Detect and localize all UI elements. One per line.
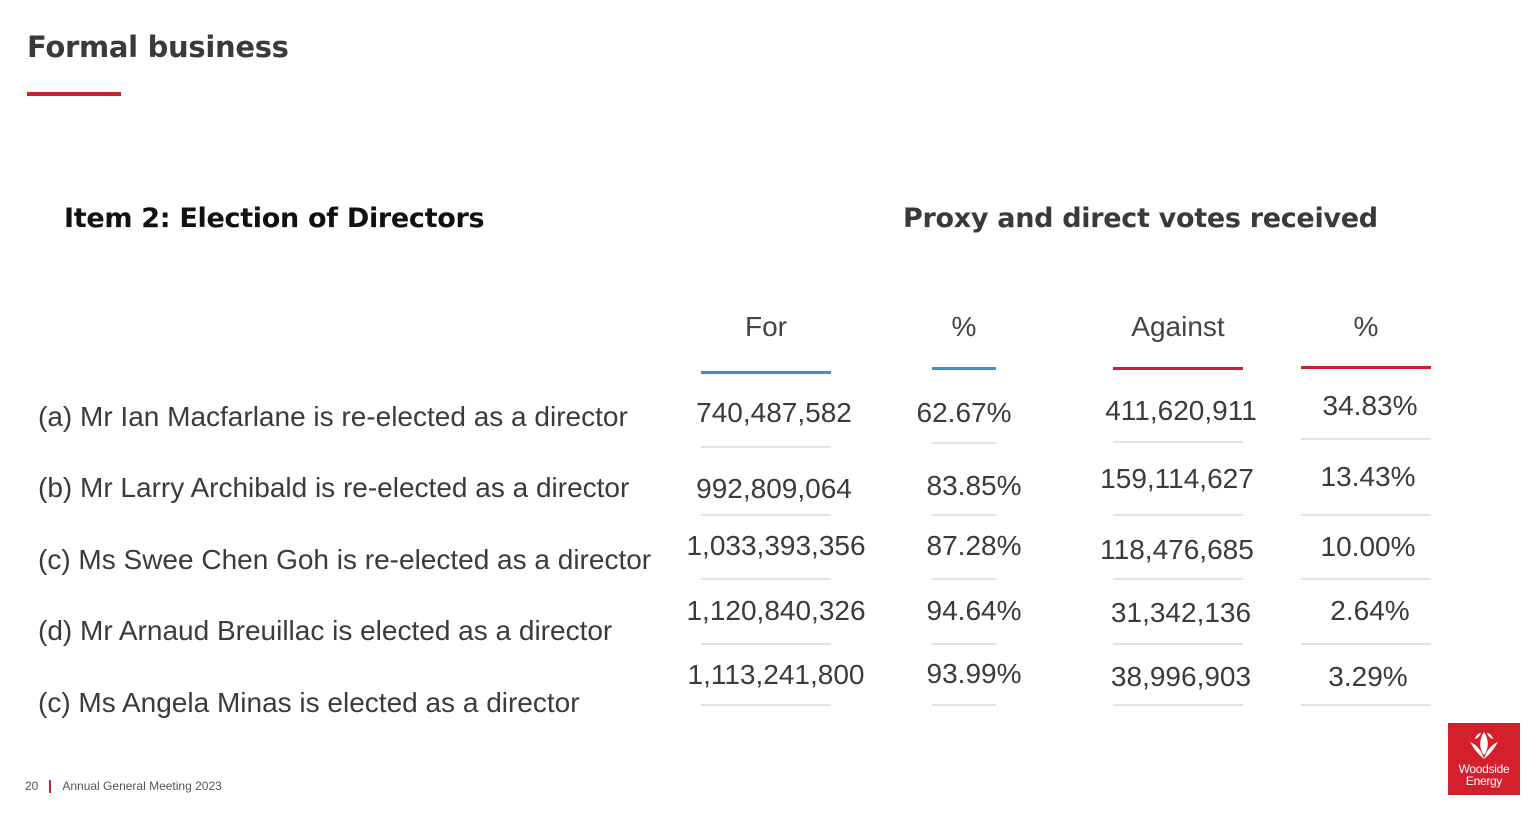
cell-divider [1113,704,1243,706]
votes-against-cell: 159,114,627 [1100,463,1254,494]
woodside-energy-logo [1448,723,1520,795]
cell-divider [932,514,996,516]
column-header-against-percent: % [1353,311,1379,342]
cell-divider [932,442,996,444]
column-header-for-percent-underline [932,367,996,370]
votes-for-cell: 992,809,064 [696,473,852,504]
column-header-against-underline [1113,367,1243,370]
page-number: 20 [25,779,39,793]
cell-divider [932,578,996,580]
column-header-for-percent: % [951,311,977,342]
votes-against-percent-cell: 3.29% [1328,661,1408,692]
cell-divider [701,578,831,580]
slide-title: Formal business [27,30,289,64]
cell-divider [1301,438,1431,440]
item-heading: Item 2: Election of Directors [64,203,485,234]
votes-against-cell: 118,476,685 [1100,534,1254,565]
slide-footer [25,779,222,793]
cell-divider [1113,441,1243,443]
cell-divider [1301,643,1431,645]
row-label: (b) Mr Larry Archibald is re-elected as a director [38,472,630,503]
votes-against-percent-cell: 2.64% [1330,595,1410,626]
cell-divider [932,704,996,706]
logo-text-line1: Woodside [1458,762,1510,776]
votes-for-cell: 1,113,241,800 [687,659,865,690]
votes-for-percent-cell: 94.64% [926,595,1022,626]
cell-divider [1113,643,1243,645]
votes-for-cell: 1,033,393,356 [686,530,866,561]
logo-text-line2: Energy [1465,774,1503,788]
cell-divider [1301,704,1431,706]
cell-divider [701,446,831,448]
votes-for-percent-cell: 62.67% [916,397,1012,428]
column-header-against-percent-underline [1301,366,1431,369]
votes-against-percent-cell: 34.83% [1322,390,1418,421]
cell-divider [1301,514,1431,516]
column-header-for-underline [701,371,831,374]
votes-for-percent-cell: 83.85% [926,470,1022,501]
column-header-for: For [745,311,787,342]
row-label: (c) Ms Swee Chen Goh is re-elected as a director [38,544,652,575]
title-underline [27,92,121,96]
cell-divider [932,643,996,645]
cell-divider [701,514,831,516]
column-header-against: Against [1131,311,1225,342]
row-label: (d) Mr Arnaud Breuillac is elected as a director [38,615,613,646]
row-label: (c) Ms Angela Minas is elected as a director [38,687,580,718]
votes-for-cell: 740,487,582 [696,397,852,428]
cell-divider [701,643,831,645]
votes-for-percent-cell: 87.28% [926,530,1022,561]
footer-meeting-title: Annual General Meeting 2023 [62,779,222,793]
footer-separator [49,780,51,793]
cell-divider [1113,578,1243,580]
votes-against-cell: 411,620,911 [1105,395,1257,426]
votes-for-cell: 1,120,840,326 [686,595,866,626]
row-label: (a) Mr Ian Macfarlane is re-elected as a director [38,401,628,432]
votes-against-cell: 31,342,136 [1110,597,1252,628]
woodside-flower-icon [1465,729,1503,761]
cell-divider [701,704,831,706]
votes-against-percent-cell: 10.00% [1320,531,1416,562]
cell-divider [1301,578,1431,580]
cell-divider [1113,514,1243,516]
votes-against-percent-cell: 13.43% [1320,461,1416,492]
votes-against-cell: 38,996,903 [1110,661,1252,692]
votes-for-percent-cell: 93.99% [926,658,1022,689]
votes-heading: Proxy and direct votes received [903,203,1378,234]
